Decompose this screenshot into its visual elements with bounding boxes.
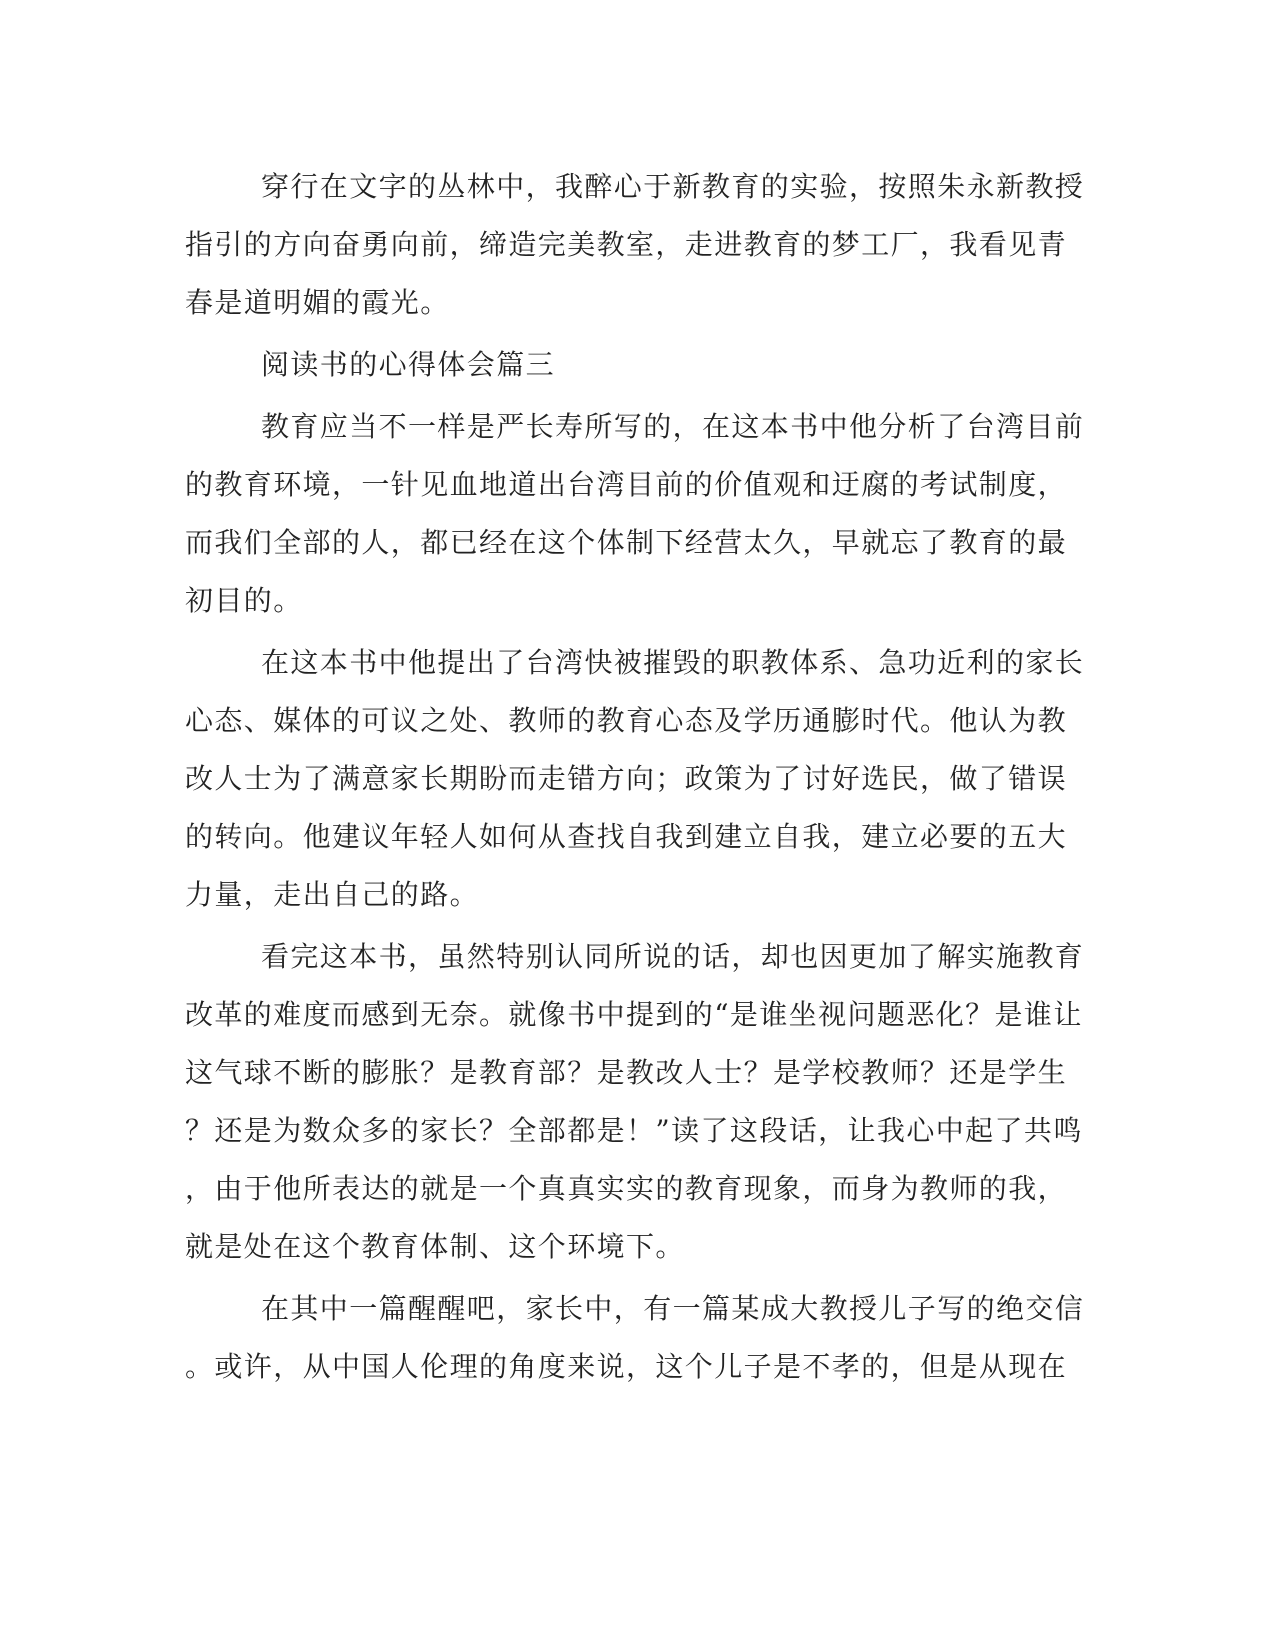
paragraph-line: 在这本书中他提出了台湾快被摧毁的职教体系、急功近利的家长: [261, 646, 1085, 679]
paragraph-3: [185, 634, 1085, 924]
paragraph-line: 这气球不断的膨胀？是教育部？是教改人士？是学校教师？还是学生: [185, 1056, 1068, 1089]
document-body: [185, 158, 1085, 1396]
paragraph-line: 看完这本书，虽然特别认同所说的话，却也因更加了解实施教育: [261, 940, 1085, 973]
paragraph-2: [185, 398, 1085, 630]
paragraph-line: 的转向。他建议年轻人如何从查找自我到建立自我，建立必要的五大: [185, 820, 1068, 853]
paragraph-line: 初目的。: [185, 584, 303, 617]
section-heading-text: 阅读书的心得体会篇三: [261, 348, 556, 381]
paragraph-line: 而我们全部的人，都已经在这个体制下经营太久，早就忘了教育的最: [185, 526, 1068, 559]
paragraph-line: ？还是为数众多的家长？全部都是！”读了这段话，让我心中起了共鸣: [185, 1114, 1083, 1147]
paragraph-line: 春是道明媚的霞光。: [185, 286, 450, 319]
paragraph-line: 指引的方向奋勇向前，缔造完美教室，走进教育的梦工厂，我看见青: [185, 228, 1068, 261]
paragraph-line: 改人士为了满意家长期盼而走错方向；政策为了讨好选民，做了错误: [185, 762, 1068, 795]
paragraph-line: 穿行在文字的丛林中，我醉心于新教育的实验，按照朱永新教授: [261, 170, 1085, 203]
paragraph-line: 心态、媒体的可议之处、教师的教育心态及学历通膨时代。他认为教: [185, 704, 1068, 737]
paragraph-line: 教育应当不一样是严长寿所写的，在这本书中他分析了台湾目前: [261, 410, 1085, 443]
paragraph-line: 。或许，从中国人伦理的角度来说，这个儿子是不孝的，但是从现在: [185, 1350, 1068, 1383]
paragraph-line: 力量，走出自己的路。: [185, 878, 480, 911]
paragraph-line: 的教育环境，一针见血地道出台湾目前的价值观和迂腐的考试制度，: [185, 468, 1068, 501]
paragraph-line: 就是处在这个教育体制、这个环境下。: [185, 1230, 685, 1263]
paragraph-line: ，由于他所表达的就是一个真真实实的教育现象，而身为教师的我，: [185, 1172, 1068, 1205]
paragraph-5: [185, 1280, 1085, 1396]
section-heading: [185, 336, 1065, 394]
paragraph-1: [185, 158, 1085, 332]
paragraph-line: 在其中一篇醒醒吧，家长中，有一篇某成大教授儿子写的绝交信: [261, 1292, 1085, 1325]
paragraph-line: 改革的难度而感到无奈。就像书中提到的“是谁坐视问题恶化？是谁让: [185, 998, 1083, 1031]
paragraph-4: [185, 928, 1085, 1276]
